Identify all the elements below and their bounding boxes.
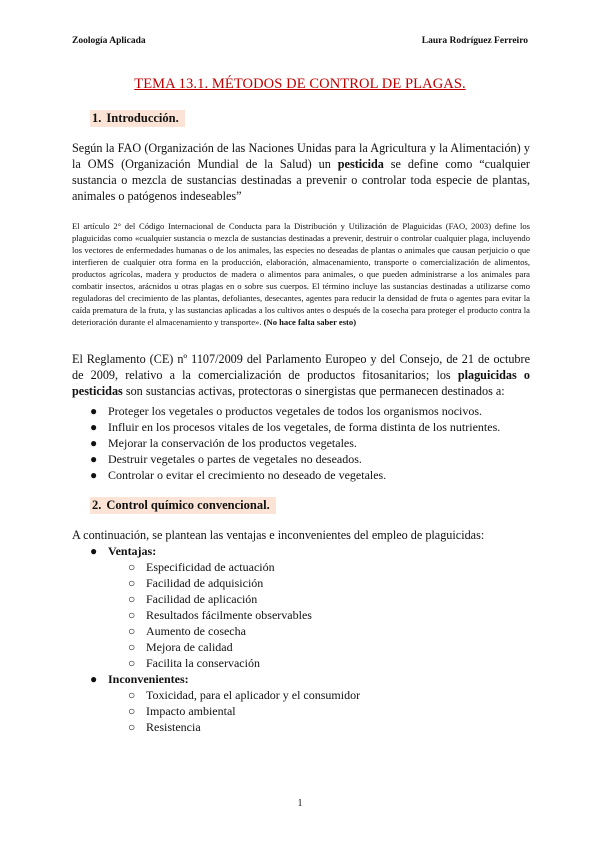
header-subject: Zoología Aplicada bbox=[72, 36, 146, 46]
list-item-text: Mejorar la conservación de los productos vegetales. bbox=[108, 436, 357, 450]
circle-bullet-icon: ○ bbox=[128, 720, 136, 734]
bullet-icon: ● bbox=[90, 404, 98, 418]
list-item-text: Especificidad de actuación bbox=[146, 560, 275, 574]
article-note: (No hace falta saber esto) bbox=[263, 317, 357, 327]
list-item-text: Controlar o evitar el crecimiento no deseado de vegetales. bbox=[108, 468, 387, 482]
list-item-text: Impacto ambiental bbox=[146, 704, 236, 718]
reglamento-paragraph bbox=[72, 351, 530, 399]
ventajas-label: Ventajas: bbox=[108, 544, 157, 558]
circle-bullet-icon: ○ bbox=[128, 640, 136, 654]
list-item-text: Resultados fácilmente observables bbox=[146, 608, 312, 622]
article-paragraph bbox=[72, 220, 530, 328]
section-heading-1 bbox=[90, 110, 185, 127]
intro-paragraph bbox=[72, 140, 530, 204]
list-item-text: Mejora de calidad bbox=[146, 640, 233, 654]
list-item-text: Facilidad de aplicación bbox=[146, 592, 258, 606]
list-item-text: Influir en los procesos vitales de los vegetales, de forma distinta de los nutrientes. bbox=[108, 420, 501, 434]
intro-bold-term: pesticida bbox=[337, 157, 384, 171]
page-title: TEMA 13.1. MÉTODOS DE CONTROL DE PLAGAS. bbox=[134, 76, 466, 92]
intro-text-end: se define como “cualquier sustancia o mezcla de sustancias destinadas a prevenir o controlar toda especie de plantas, animales o patógenos indeseables” bbox=[72, 157, 530, 203]
circle-bullet-icon: ○ bbox=[128, 608, 136, 622]
reglamento-text: El Reglamento (CE) nº 1107/2009 del Parlamento Europeo y del Consejo, de 21 de octubre de 2009, relativo a la comercialización de productos fitosanitarios; los bbox=[72, 352, 530, 382]
circle-bullet-icon: ○ bbox=[128, 576, 136, 590]
section-title: Introducción. bbox=[106, 111, 179, 125]
reglamento-bold-term: plaguicidas o pesticidas bbox=[72, 368, 530, 398]
circle-bullet-icon: ○ bbox=[128, 592, 136, 606]
section-title: Control químico convencional. bbox=[106, 498, 270, 512]
list-item-text: Aumento de cosecha bbox=[146, 624, 246, 638]
circle-bullet-icon: ○ bbox=[128, 624, 136, 638]
header-author: Laura Rodríguez Ferreiro bbox=[421, 36, 528, 46]
list-item-text: Destruir vegetales o partes de vegetales no deseados. bbox=[108, 452, 362, 466]
bullet-icon: ● bbox=[90, 436, 98, 450]
circle-bullet-icon: ○ bbox=[128, 688, 136, 702]
inconvenientes-label: Inconvenientes: bbox=[108, 672, 189, 686]
section-number: 1. bbox=[92, 111, 102, 125]
circle-bullet-icon: ○ bbox=[128, 704, 136, 718]
list-item-text: Facilita la conservación bbox=[146, 656, 260, 670]
circle-bullet-icon: ○ bbox=[128, 560, 136, 574]
intro2-paragraph: A continuación, se plantean las ventajas e inconvenientes del empleo de plaguicidas: bbox=[72, 528, 485, 542]
page-number: 1 bbox=[297, 798, 303, 809]
section-heading-2 bbox=[90, 497, 276, 514]
list-item-text: Toxicidad, para el aplicador y el consumidor bbox=[146, 688, 361, 702]
bullet-icon: ● bbox=[90, 544, 98, 558]
bullet-icon: ● bbox=[90, 672, 98, 686]
reglamento-text-end: son sustancias activas, protectoras o sinergistas que permanecen destinados a: bbox=[122, 384, 505, 398]
intro-text: Según la FAO (Organización de las Naciones Unidas para la Agricultura y la Alimentación) y la OMS (Organización Mundial de la Salud) un bbox=[72, 141, 530, 171]
section-number: 2. bbox=[92, 498, 102, 512]
bullet-icon: ● bbox=[90, 452, 98, 466]
list-item-text: Proteger los vegetales o productos vegetales de todos los organismos nocivos. bbox=[108, 404, 483, 418]
list-item-text: Resistencia bbox=[146, 720, 201, 734]
article-text: El artículo 2° del Código Internacional de Conducta para la Distribución y Utilización de Plaguicidas (FAO, 2003) define los plaguicidas como «cualquier sustancia o mezcla de sustancias destinadas a prevenir, destruir o controlar cualquier plaga, incluyendo los vectores de enfermedades humanas o de los animales, las especies no deseadas de plantas o animales que causan perjuicio o que interfieren de cualquier otra forma en la producción, elaboración, almacenamiento, transporte o comercialización de alimentos, productos agrícolas, madera y productos de madera o alimentos para animales, o que pueden administrarse a los animales para combatir insectos, arácnidos u otras plagas en o sobre sus cuerpos. El término incluye las sustancias destinadas a utilizarse como reguladoras del crecimiento de las plantas, defoliantes, desecantes, agentes para reducir la densidad de fruta o agentes para evitar la caída prematura de la fruta, y las sustancias aplicadas a los cultivos antes o después de la cosecha para proteger el producto contra la deterioración durante el almacenamiento y transporte». bbox=[72, 221, 530, 327]
bullet-icon: ● bbox=[90, 420, 98, 434]
list-item-text: Facilidad de adquisición bbox=[146, 576, 264, 590]
circle-bullet-icon: ○ bbox=[128, 656, 136, 670]
bullet-icon: ● bbox=[90, 468, 98, 482]
